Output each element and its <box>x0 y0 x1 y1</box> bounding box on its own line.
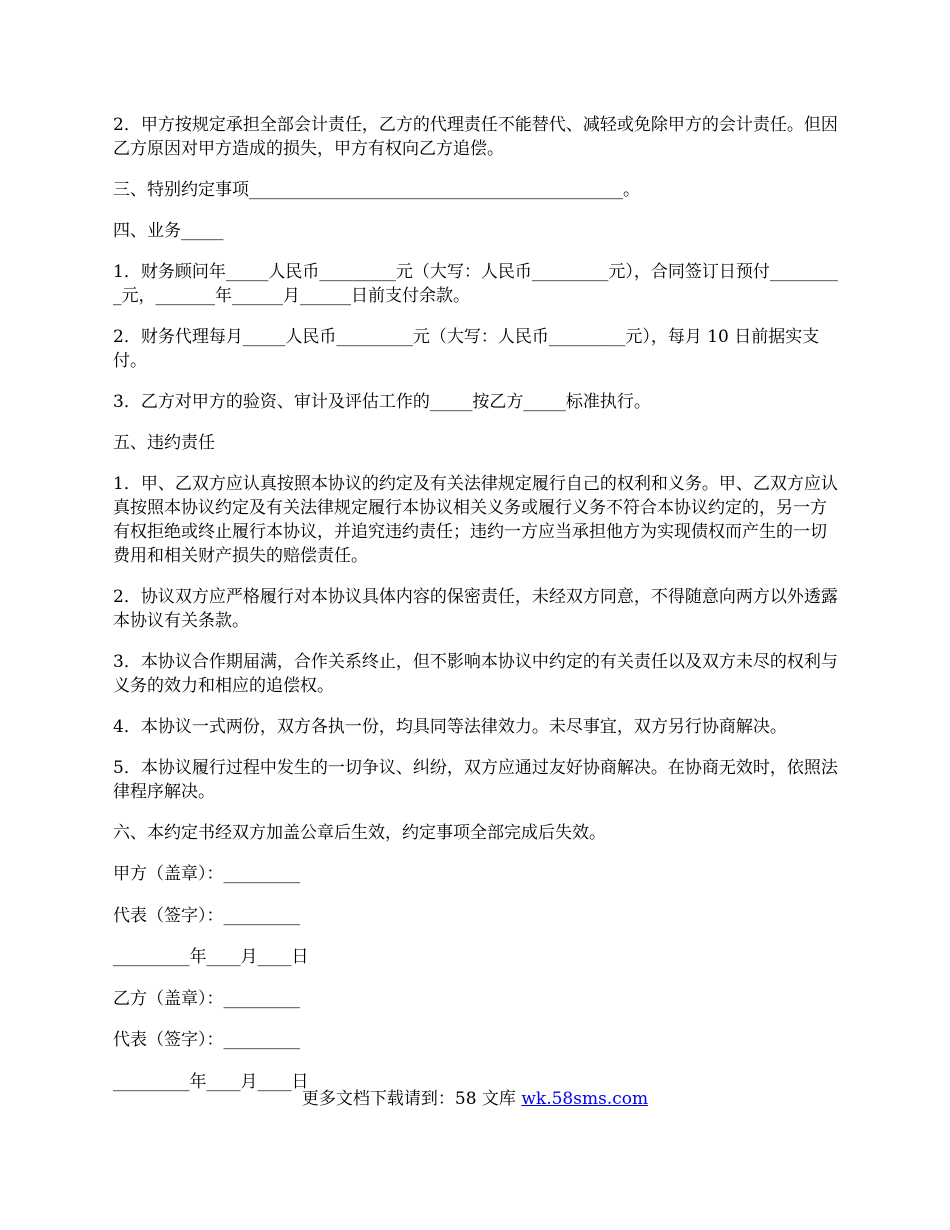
clause-5-4-copies: 4．本协议一式两份，双方各执一份，均具同等法律效力。未尽事宜，双方另行协商解决。 <box>113 717 787 737</box>
section-4-business: 四、业务_____ <box>113 221 224 241</box>
section-3-special-terms: 三、特别约定事项____________________________________________。 <box>113 180 640 200</box>
signature-block <box>113 862 840 1094</box>
section-6-effectiveness: 六、本约定书经双方加盖公章后生效，约定事项全部完成后失效。 <box>113 823 606 843</box>
party-b-representative-line: 代表（签字）：_________ <box>113 1030 300 1050</box>
clause-a2-accounting-responsibility: 2．甲方按规定承担全部会计责任，乙方的代理责任不能替代、减轻或免除甲方的会计责任。但因乙方原因对甲方造成的损失，甲方有权向乙方追偿。 <box>113 115 838 159</box>
party-a-representative-line: 代表（签字）：_________ <box>113 905 300 926</box>
party-a-seal-line: 甲方（盖章）：_________ <box>113 864 300 884</box>
party-b-date-line: _________年____月____日 <box>113 1071 309 1092</box>
clause-5-2-confidentiality: 2．协议双方应严格履行对本协议具体内容的保密责任，未经双方同意，不得随意向两方以外透露本协议有关条款。 <box>113 587 838 631</box>
footer-link[interactable]: wk.58sms.com <box>521 1089 649 1109</box>
clause-4-1-financial-advisor-fee: 1．财务顾问年_____人民币_________元（大写：人民币_________元），合同签订日预付_________元，_______年______月______日前支付余款。 <box>113 262 838 306</box>
clause-5-5-disputes: 5．本协议履行过程中发生的一切争议、纠纷，双方应通过友好协商解决。在协商无效时，依照法律程序解决。 <box>113 758 838 802</box>
download-footer <box>0 1087 950 1111</box>
clause-4-3-audit-standard: 3．乙方对甲方的验资、审计及评估工作的_____按乙方_____标准执行。 <box>113 392 651 412</box>
party-b-seal-line: 乙方（盖章）：_________ <box>113 988 300 1009</box>
section-5-liability: 五、违约责任 <box>113 433 215 453</box>
clause-5-3-termination: 3．本协议合作期届满，合作关系终止，但不影响本协议中约定的有关责任以及双方未尽的权利与义务的效力和相应的追偿权。 <box>113 652 838 696</box>
clause-4-2-financial-agency-fee: 2．财务代理每月_____人民币_________元（大写：人民币_________元），每月 10 日前据实支付。 <box>113 327 820 371</box>
footer-text: 更多文档下载请到：58 文库 <box>301 1089 522 1109</box>
party-a-date-line: _________年____月____日 <box>113 947 309 967</box>
clause-5-1-performance: 1．甲、乙双方应认真按照本协议的约定及有关法律规定履行自己的权利和义务。甲、乙双方应认真按照本协议约定及有关法律规定履行本协议相关义务或履行义务不符合本协议约定的，另一方有权拒绝或终止履行本协议，并追究违约责任；违约一方应当承担他方为实现债权而产生的一切费用和相关财产损失的赔偿责任。 <box>113 474 838 566</box>
